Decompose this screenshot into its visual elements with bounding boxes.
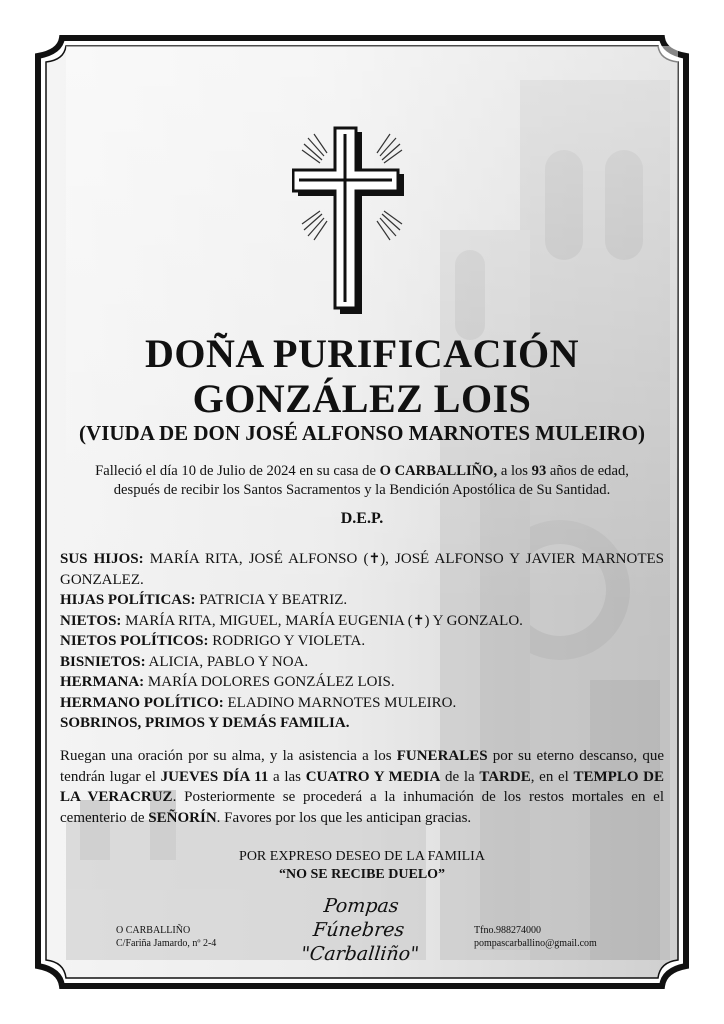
funeral-text: . Posteriormente se procederá a la inhumación de los restos mortales en el cementerio de [60, 789, 664, 826]
footer-town: O CARBALLIÑO [116, 925, 191, 936]
death-notice-text: años de edad, [546, 463, 629, 479]
death-notice [70, 462, 654, 500]
family-wish-line1: POR EXPRESO DESEO DE LA FAMILIA [239, 849, 485, 864]
family-label: SOBRINOS, PRIMOS Y DEMÁS FAMILIA. [60, 715, 350, 731]
family-label: HIJAS POLÍTICAS: [60, 592, 196, 608]
funeral-text: por su eterno descanso, que tendrán lugar el [60, 748, 664, 785]
family-names: MARÍA RITA, MIGUEL, MARÍA EUGENIA ( [121, 612, 413, 629]
footer-street: C/Fariña Jamardo, nº 2-4 [116, 938, 217, 949]
funeral-location: TEMPLO DE LA VERACRUZ [60, 768, 664, 805]
funeral-day: JUEVES DÍA 11 [160, 768, 269, 785]
family-label: NIETOS POLÍTICOS: [60, 633, 209, 649]
death-notice-line2: después de recibir los Santos Sacramentos y la Bendición Apostólica de Su Santidad. [113, 482, 611, 498]
funeral-text: , en el [530, 768, 574, 785]
family-names: MARÍA DOLORES GONZÁLEZ LOIS. [144, 674, 395, 690]
death-age: 93 [531, 463, 547, 479]
dep-heading: D.E.P. [340, 510, 384, 527]
funeral-paragraph [60, 746, 664, 828]
family-row-sobrinos [60, 713, 664, 734]
deceased-name-line1: DOÑA PURIFICACIÓN [144, 331, 580, 376]
cemetery-name: SEÑORÍN [148, 809, 217, 826]
family-row-nietos [60, 611, 664, 632]
family-row-nietos-politicos [60, 631, 664, 652]
family-row-hermana [60, 672, 664, 693]
footer-address [116, 924, 216, 950]
family-row-bisnietos [60, 652, 664, 673]
family-row-hijas-politicas [60, 590, 664, 611]
family-wish [60, 848, 664, 884]
funeral-bold: TARDE [479, 768, 531, 785]
footer-email[interactable]: pompascarballino@gmail.com [474, 938, 597, 949]
family-label: NIETOS: [60, 612, 122, 629]
family-names: RODRIGO Y VIOLETA. [208, 633, 366, 649]
cross-icon [292, 122, 412, 322]
funeral-home-logo [280, 894, 440, 965]
family-names: MARÍA RITA, JOSÉ ALFONSO ( [143, 551, 369, 567]
logo-line2: "Carballiño" [299, 943, 421, 965]
logo-line1: Pompas Fúnebres [312, 895, 406, 941]
cross-symbol-icon: ✝ [368, 551, 381, 567]
family-list [60, 549, 664, 734]
deceased-name-line2: GONZÁLEZ LOIS [192, 376, 532, 421]
funeral-text: a las [268, 768, 306, 785]
family-label: HERMANA: [60, 674, 145, 690]
family-names: ), JOSÉ ALFONSO Y JAVIER MARNOTES GONZALEZ. [60, 551, 664, 588]
family-label: SUS HIJOS: [60, 551, 144, 567]
family-label: BISNIETOS: [60, 653, 146, 670]
cross-symbol-icon: ✝ [412, 612, 425, 629]
footer-phone: Tfno.988274000 [474, 925, 541, 936]
funeral-text: Ruegan una oración por su alma, y la asistencia a los [60, 748, 397, 764]
family-names: PATRICIA Y BEATRIZ. [195, 592, 348, 608]
funeral-text: de la [440, 768, 480, 785]
widow-of-line: (VIUDA DE DON JOSÉ ALFONSO MARNOTES MULEIRO) [79, 421, 645, 445]
funeral-time: CUATRO Y MEDIA [305, 768, 441, 785]
family-label: HERMANO POLÍTICO: [60, 694, 224, 711]
funeral-bold: FUNERALES [396, 748, 488, 764]
family-wish-line2: “NO SE RECIBE DUELO” [278, 867, 446, 882]
funeral-text: . Favores por los que les anticipan gracias. [216, 809, 472, 826]
family-row-hermano-politico [60, 693, 664, 714]
family-row-hijos [60, 549, 664, 590]
footer-contact [474, 924, 597, 950]
death-notice-text: a los [497, 463, 532, 479]
family-names: ALICIA, PABLO Y NOA. [145, 653, 309, 670]
death-place: O CARBALLIÑO, [379, 463, 498, 479]
death-notice-text: Falleció el día 10 de Julio de 2024 en su casa de [95, 463, 380, 479]
family-names: ELADINO MARNOTES MULEIRO. [223, 694, 457, 711]
family-names: ) Y GONZALO. [424, 612, 523, 629]
